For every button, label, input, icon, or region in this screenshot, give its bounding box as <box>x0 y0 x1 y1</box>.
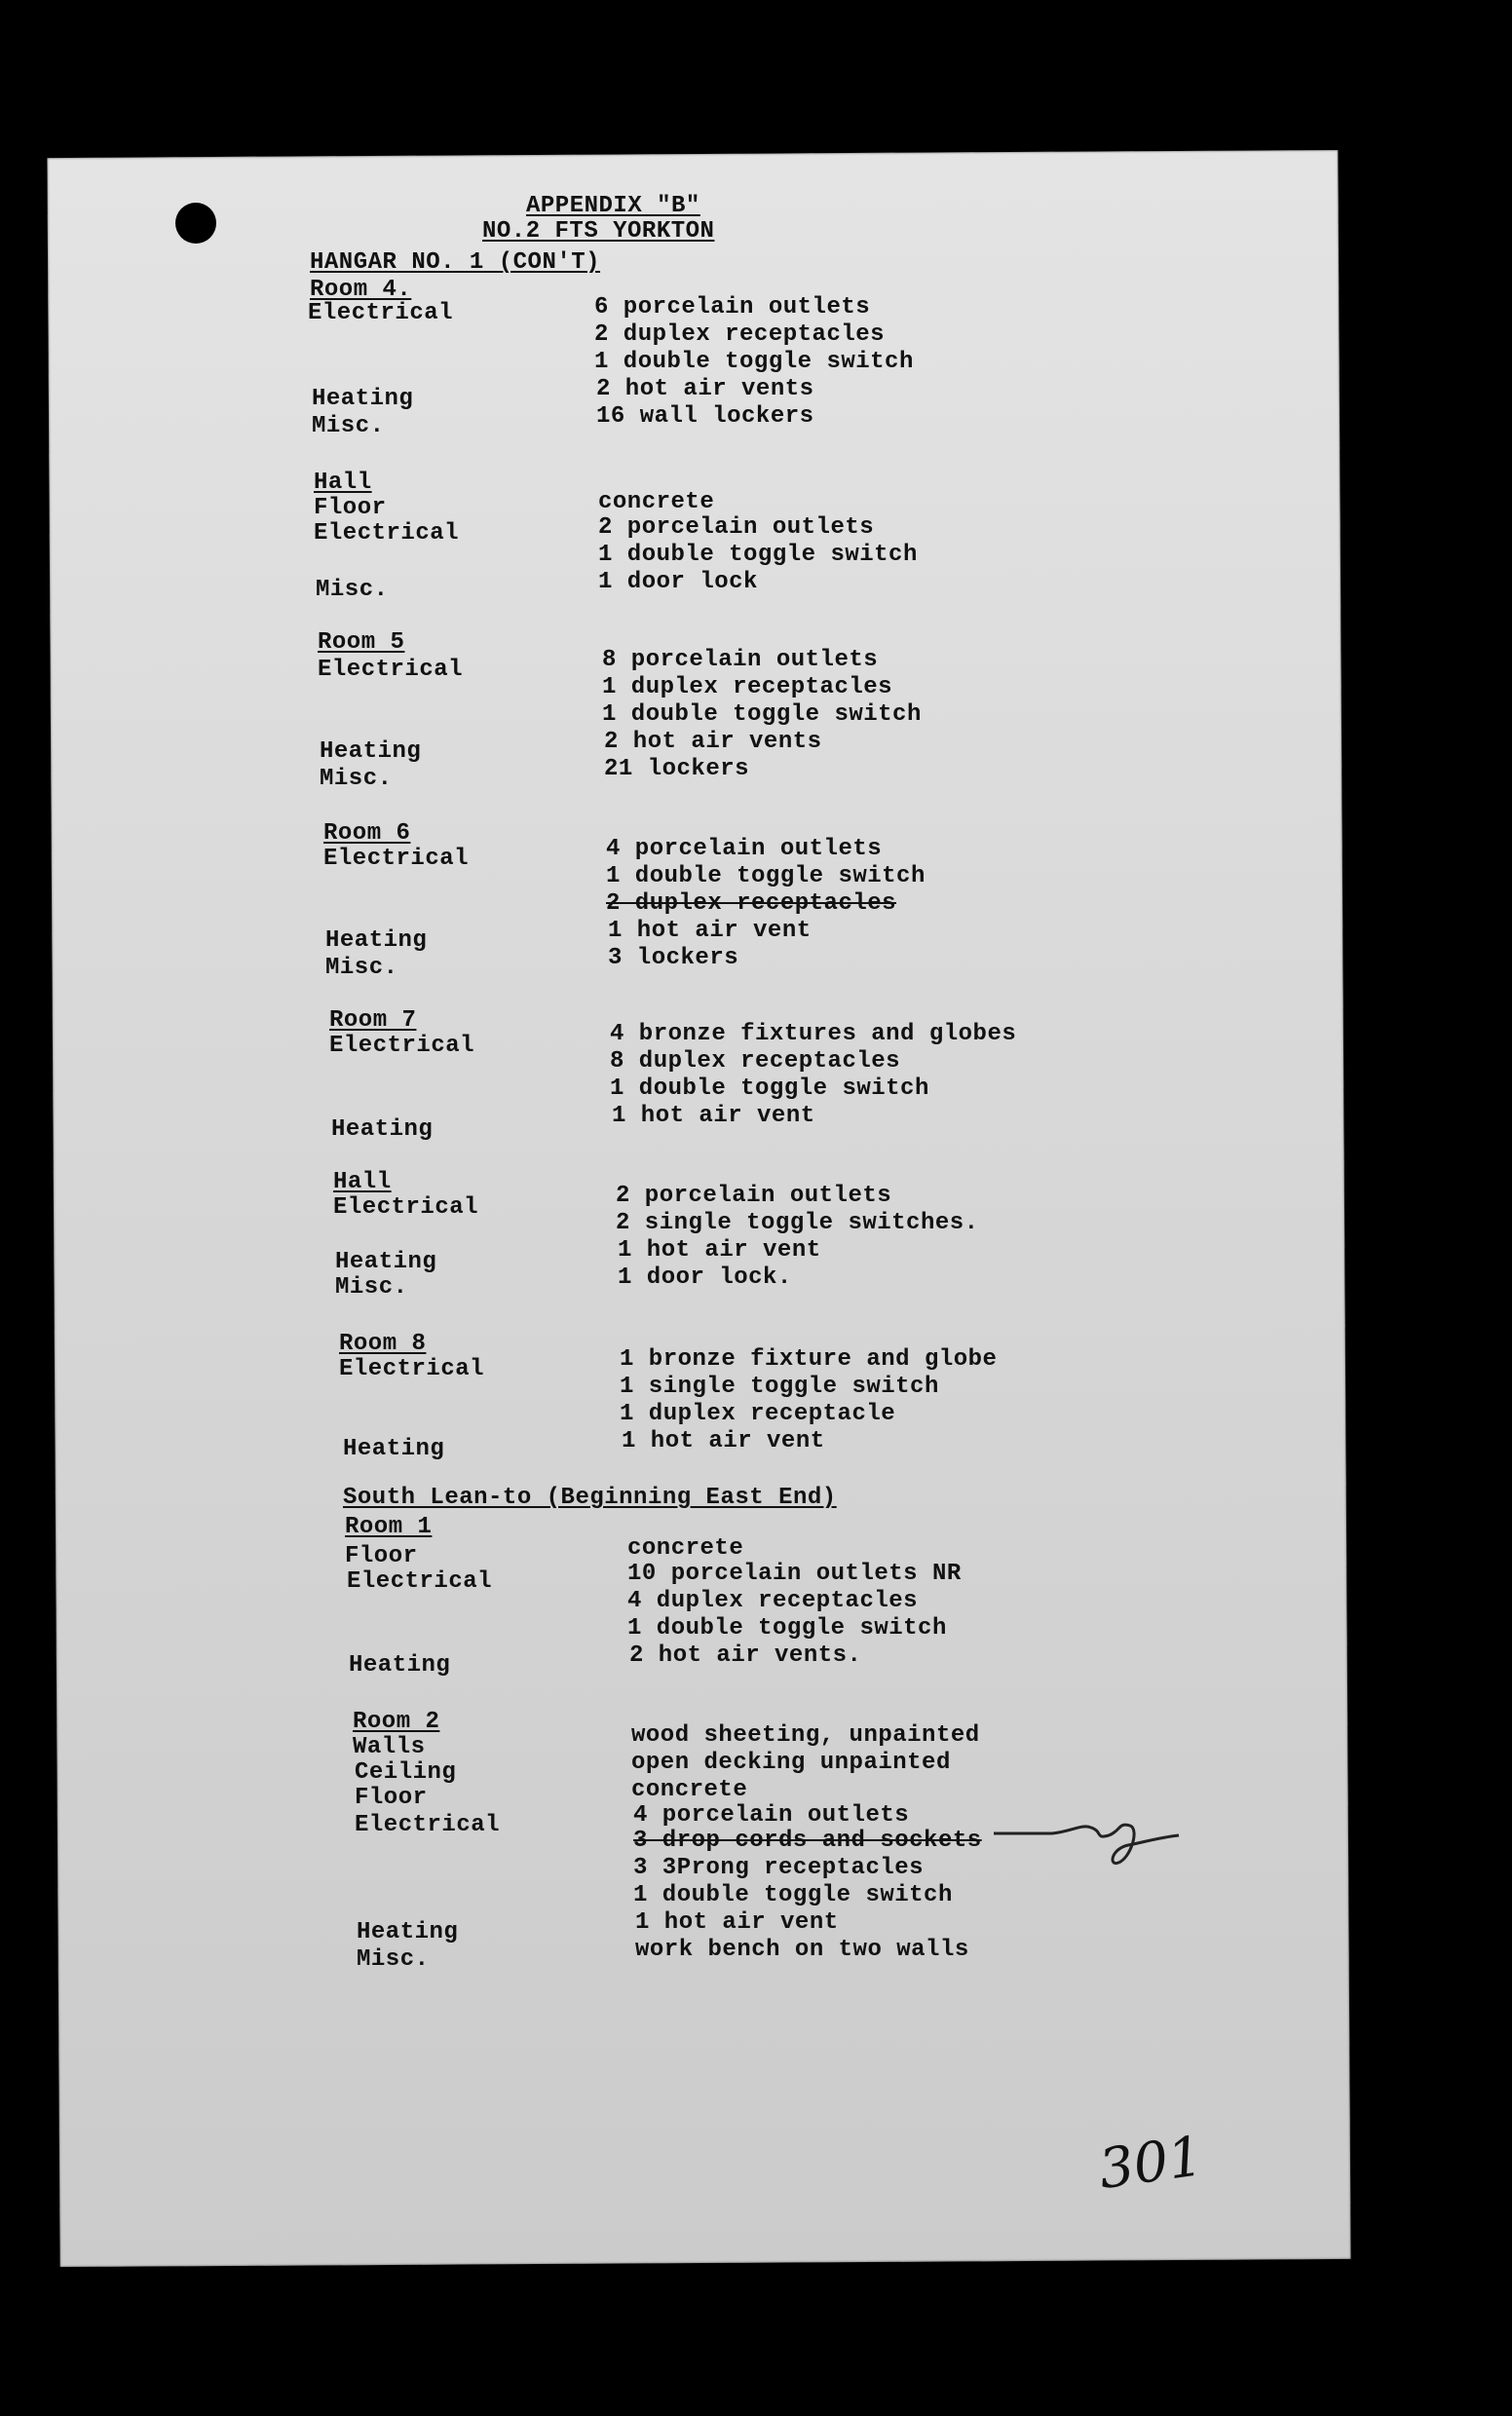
row-item: 16 wall lockers <box>596 403 814 430</box>
row-label: Misc. <box>320 766 393 792</box>
row-item: 3 3Prong receptacles <box>633 1855 925 1881</box>
row-item: 1 bronze fixture and globe <box>620 1346 998 1373</box>
row-item: work bench on two walls <box>635 1937 969 1963</box>
row-label: Heating <box>343 1436 445 1462</box>
row-item: 1 single toggle switch <box>620 1374 939 1400</box>
row-item: 3 lockers <box>608 945 739 971</box>
row-label: Heating <box>349 1652 451 1679</box>
row-label: Heating <box>335 1249 437 1275</box>
row-label: Electrical <box>318 657 464 683</box>
section-title: Room 4. <box>310 277 412 303</box>
row-item: 10 porcelain outlets NR <box>627 1561 962 1587</box>
row-item: concrete <box>627 1535 744 1562</box>
row-item: 2 porcelain outlets <box>598 514 875 541</box>
row-label: Heating <box>312 386 414 412</box>
row-label: Heating <box>325 927 428 954</box>
row-label: Electrical <box>314 520 460 547</box>
row-item: 1 hot air vent <box>618 1237 821 1264</box>
row-item: 1 duplex receptacles <box>602 674 893 700</box>
row-item: concrete <box>631 1777 748 1803</box>
row-item: 3 drop cords and sockets <box>633 1828 982 1854</box>
row-item: 2 single toggle switches. <box>616 1210 979 1236</box>
row-item: 1 door lock. <box>618 1265 792 1291</box>
section-title: Room 8 <box>339 1331 427 1357</box>
row-label: Ceiling <box>355 1759 457 1786</box>
row-label: Floor <box>355 1785 428 1811</box>
appendix-title: APPENDIX "B" <box>526 193 700 219</box>
row-label: Misc. <box>325 955 398 981</box>
page-number: 301 <box>1094 2124 1207 2203</box>
section-title: Room 1 <box>345 1514 433 1540</box>
row-item: 1 door lock <box>598 569 758 595</box>
row-label: Misc. <box>316 577 389 603</box>
row-label: Heating <box>357 1919 459 1945</box>
row-item: 1 hot air vent <box>622 1428 825 1454</box>
row-item: 1 double toggle switch <box>606 863 926 889</box>
hangar-title: HANGAR NO. 1 (CON'T) <box>310 249 601 276</box>
row-label: Walls <box>353 1734 426 1760</box>
row-item: 2 porcelain outlets <box>616 1183 892 1209</box>
unit-title: NO.2 FTS YORKTON <box>482 218 715 245</box>
row-item: 4 duplex receptacles <box>627 1588 919 1614</box>
row-label: Heating <box>331 1116 434 1143</box>
row-item: 1 hot air vent <box>635 1909 839 1936</box>
row-label: Electrical <box>355 1812 501 1838</box>
handwritten-strike-mark <box>994 1810 1189 1888</box>
row-label: Electrical <box>339 1356 485 1382</box>
section-title: South Lean-to (Beginning East End) <box>343 1485 837 1511</box>
row-item: 1 double toggle switch <box>633 1882 953 1908</box>
row-item: 2 hot air vents. <box>629 1642 862 1669</box>
row-item: 1 duplex receptacle <box>620 1401 896 1427</box>
row-label: Electrical <box>347 1568 493 1595</box>
row-label: Floor <box>345 1543 418 1569</box>
section-title: Hall <box>333 1169 392 1195</box>
row-item: 1 double toggle switch <box>610 1076 929 1102</box>
section-title: Room 6 <box>323 820 411 847</box>
row-item: 4 porcelain outlets <box>606 836 883 862</box>
punch-hole <box>175 203 216 244</box>
row-label: Heating <box>320 738 422 765</box>
row-item: 8 duplex receptacles <box>610 1048 901 1075</box>
row-label: Electrical <box>323 846 470 872</box>
row-label: Floor <box>314 495 387 521</box>
row-label: Electrical <box>329 1033 475 1059</box>
section-title: Room 2 <box>353 1709 440 1735</box>
row-item: 2 hot air vents <box>596 376 814 402</box>
row-item: 2 duplex receptacles <box>606 890 897 917</box>
row-item: wood sheeting, unpainted <box>631 1722 980 1749</box>
row-item: 8 porcelain outlets <box>602 647 879 673</box>
section-title: Room 5 <box>318 629 405 656</box>
row-item: 6 porcelain outlets <box>594 294 871 321</box>
row-item: concrete <box>598 489 715 515</box>
row-item: 2 duplex receptacles <box>594 321 886 348</box>
section-title: Room 7 <box>329 1007 417 1034</box>
row-item: 4 bronze fixtures and globes <box>610 1021 1017 1047</box>
row-item: 4 porcelain outlets <box>633 1802 910 1829</box>
row-item: 21 lockers <box>604 756 750 782</box>
row-item: 1 double toggle switch <box>602 701 922 728</box>
row-item: 1 double toggle switch <box>594 349 914 375</box>
row-label: Electrical <box>308 300 454 326</box>
row-item: 1 double toggle switch <box>627 1615 947 1642</box>
row-label: Misc. <box>312 413 385 439</box>
row-item: 1 hot air vent <box>608 918 812 944</box>
row-item: open decking unpainted <box>631 1750 951 1776</box>
section-title: Hall <box>314 470 372 496</box>
row-label: Misc. <box>335 1274 408 1301</box>
row-item: 2 hot air vents <box>604 729 822 755</box>
row-label: Electrical <box>333 1194 479 1221</box>
row-item: 1 hot air vent <box>612 1103 815 1129</box>
row-item: 1 double toggle switch <box>598 542 918 568</box>
row-label: Misc. <box>357 1946 430 1973</box>
